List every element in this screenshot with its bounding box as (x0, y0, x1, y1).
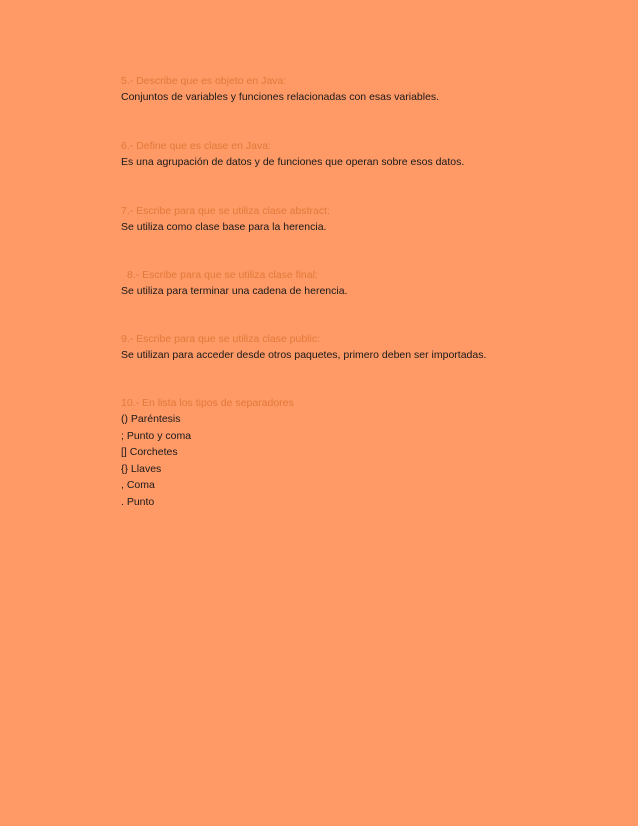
question-5-heading: 5.- Describe que es objeto en Java: (121, 75, 287, 87)
question-6-answer: Es una agrupación de datos y de funciones que operan sobre esos datos. (121, 156, 465, 168)
list-item: [] Corchetes (121, 446, 178, 458)
question-5-answer: Conjuntos de variables y funciones relacionadas con esas variables. (121, 91, 440, 103)
question-block-8 (121, 267, 347, 299)
question-block-7 (121, 203, 330, 235)
question-block-10 (121, 395, 294, 510)
question-9-answer: Se utilizan para acceder desde otros paquetes, primero deben ser importadas. (121, 349, 487, 361)
list-item: {} Llaves (121, 462, 162, 475)
question-block-9 (121, 331, 486, 363)
question-7-answer: Se utiliza como clase base para la herencia. (121, 221, 327, 233)
separator-list (121, 411, 294, 510)
list-item: () Paréntesis (121, 413, 181, 425)
question-8-heading: 8.- Escribe para que se utiliza clase final: (127, 269, 318, 281)
question-block-6 (121, 138, 464, 170)
list-item: . Punto (121, 495, 155, 508)
question-10-heading: 10.- En lista los tipos de separadores (121, 397, 294, 409)
question-6-heading: 6.- Define que es clase en Java: (121, 140, 272, 152)
list-item: ; Punto y coma (121, 429, 192, 442)
question-8-answer: Se utiliza para terminar una cadena de herencia. (121, 285, 348, 297)
question-block-5 (121, 73, 439, 105)
question-9-heading: 9.- Escribe para que se utiliza clase public: (121, 333, 321, 345)
list-item: , Coma (121, 479, 155, 491)
question-7-heading: 7.- Escribe para que se utiliza clase abstract: (121, 205, 330, 217)
